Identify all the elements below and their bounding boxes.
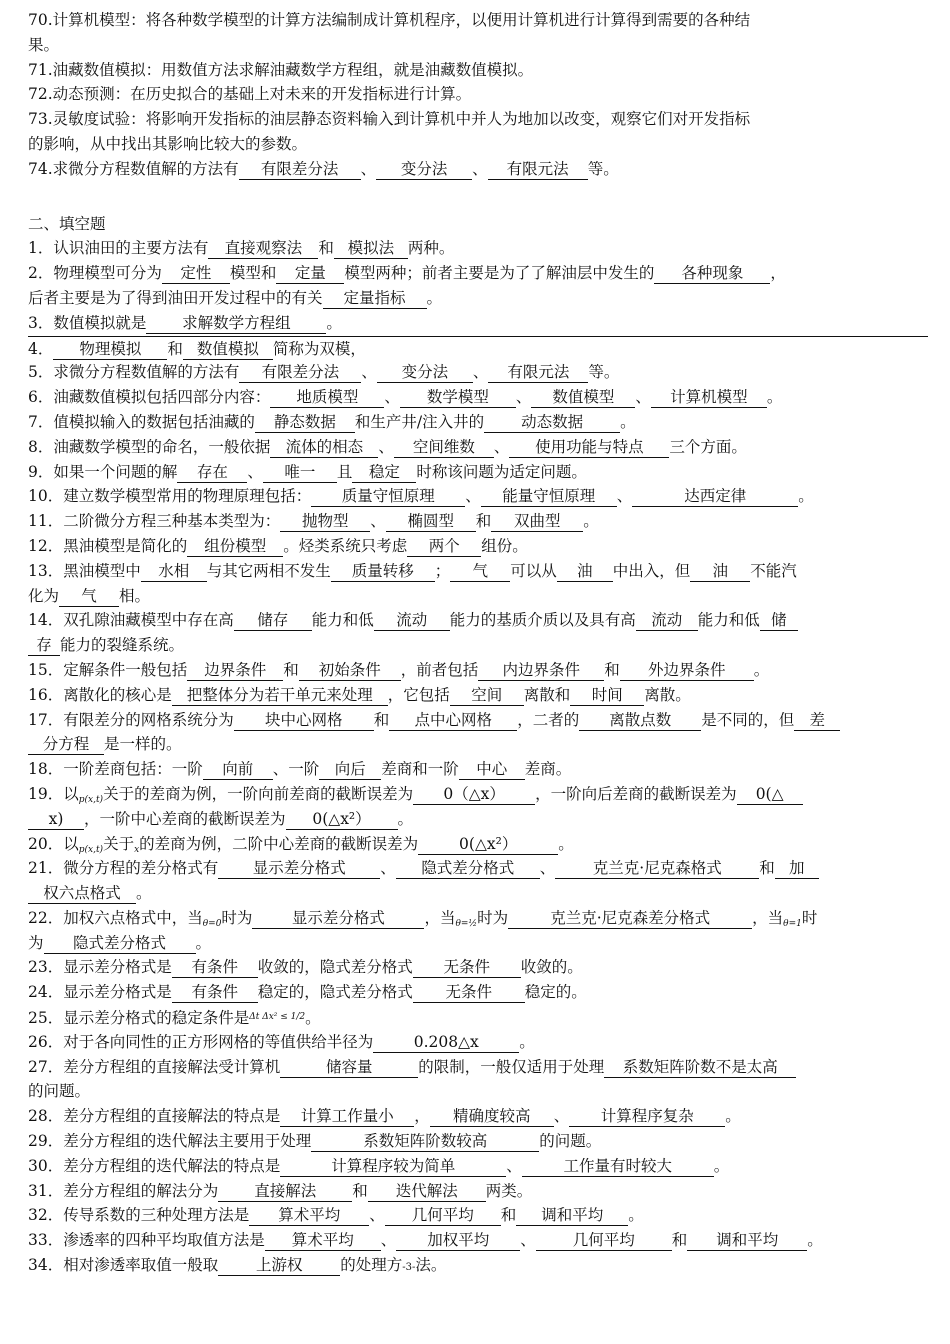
question-5: 5．求微分方程数值解的方法有 有限差分法 、 变分法 、 有限元法 等。 bbox=[28, 363, 620, 382]
answer-blank: 求解数学方程组 bbox=[146, 313, 326, 334]
answer-blank: 权六点格式 bbox=[28, 883, 136, 904]
question-2: 2．物理模型可分为 定性 模型和 定量 模型两种；前者主要是为了了解油层中发生的 各种现象 ， bbox=[28, 264, 786, 283]
definition-70: 70.计算机模型：将各种数学模型的计算方法编制成计算机程序，以便用计算机进行计算得到需要的各种结 bbox=[28, 11, 751, 29]
question-12: 12．黑油模型是简化的 组份模型 。烃类系统只考虑 两个 组份。 bbox=[28, 536, 528, 555]
answer-blank: 达西定律 bbox=[632, 486, 798, 507]
answer-blank: 空间维数 bbox=[394, 437, 494, 458]
question-11: 11．二阶微分方程三种基本类型为： 抛物型 、 椭圆型 和 双曲型 。 bbox=[28, 512, 599, 531]
answer-blank: 迭代解法 bbox=[368, 1181, 486, 1202]
question-32: 32．传导系数的三种处理方法是 算术平均 、 几何平均 和 调和平均 。 bbox=[28, 1206, 644, 1225]
answer-blank: 0(△x²） bbox=[286, 809, 398, 830]
question-18: 18．一阶差商包括：一阶 向前 、一阶 向后 差商和一阶 中心 差商。 bbox=[28, 760, 572, 779]
answer-blank: 点中心网格 bbox=[389, 710, 517, 731]
answer-blank: 各种现象 bbox=[654, 263, 770, 284]
answer-blank: 调和平均 bbox=[687, 1230, 807, 1251]
answer-blank: 0(△x²） bbox=[418, 834, 558, 855]
answer-blank: 定量指标 bbox=[323, 288, 427, 309]
answer-blank: 精确度较高 bbox=[430, 1106, 554, 1127]
answer-blank: 组份模型 bbox=[187, 536, 283, 557]
question-15: 15．定解条件一般包括 边界条件 和 初始条件 ，前者包括 内边界条件 和 外边界条件 。 bbox=[28, 660, 770, 679]
question-13: 13．黑油模型中 水相 与其它两相不发生 质量转移 ； 气 可以从 油 中出入，但 油 不能汽 bbox=[28, 561, 797, 580]
answer-blank: 显示差分格式 bbox=[252, 908, 424, 929]
question-10: 10．建立数学模型常用的物理原理包括： 质量守恒原理 、 能量守恒原理 、 达西定律 。 bbox=[28, 487, 814, 506]
answer-blank: 流体的相态 bbox=[270, 437, 378, 458]
answer-blank: 时间 bbox=[570, 685, 644, 706]
answer-blank: 油 bbox=[557, 561, 613, 582]
math-stability-condition: Δt Δx² ≤ 1/2 bbox=[249, 1012, 306, 1023]
question-19-cont: x) ，一阶中心差商的截断误差为 0(△x²） 。 bbox=[28, 807, 928, 832]
definition-72: 72.动态预测：在历史拟合的基础上对未来的开发指标进行计算。 bbox=[28, 85, 472, 104]
question-9: 9．如果一个问题的解 存在 、 唯一 且 稳定 时称该问题为适定问题。 bbox=[28, 462, 587, 481]
answer-blank: 存在 bbox=[177, 462, 247, 483]
question-6: 6．油藏数值模拟包括四部分内容： 地质模型 、 数学模型 、 数值模型 、 计算机模型 。 bbox=[28, 388, 783, 407]
answer-blank: x) bbox=[28, 809, 84, 830]
answer-blank: 椭圆型 bbox=[386, 511, 476, 532]
answer-blank: 稳定 bbox=[352, 462, 416, 483]
question-19: 19．以p(x,t)关于的差商为例，一阶向前差商的截断误差为 0（△x） ，一阶向后差商的截断误差为 0(△ bbox=[28, 782, 928, 807]
question-22: 22．加权六点格式中，当θ=0时为 显示差分格式 ，当θ=½时为 克兰克·尼克森差分格式 ，当θ=1时 bbox=[28, 908, 818, 929]
answer-blank: 无条件 bbox=[413, 957, 521, 978]
answer-blank: 计算程序较为简单 bbox=[280, 1156, 506, 1177]
question-74: 74.求微分方程数值解的方法有 有限差分法 、 变分法 、 有限元法 等。 bbox=[28, 159, 619, 178]
answer-blank: 直接观察法 bbox=[208, 238, 318, 259]
answer-blank: 油 bbox=[690, 561, 750, 582]
question-4: 4． 物理模拟 和 数值模拟 简称为双模， bbox=[28, 336, 928, 361]
answer-blank: 上游权 bbox=[218, 1255, 340, 1276]
answer-blank: 无条件 bbox=[413, 982, 525, 1003]
question-24: 24．显示差分格式是 有条件 稳定的，隐式差分格式 无条件 稳定的。 bbox=[28, 983, 587, 1002]
question-8: 8．油藏数学模型的命名，一般依据 流体的相态 、 空间维数 、 使用功能与特点 三个方面。 bbox=[28, 437, 747, 456]
math-p-x-t: p(x,t) bbox=[78, 844, 104, 855]
answer-blank: 0（△x） bbox=[413, 784, 535, 805]
answer-blank: 有限差分法 bbox=[239, 159, 361, 180]
answer-blank: 计算工作量小 bbox=[280, 1106, 414, 1127]
answer-blank: 储存 bbox=[234, 610, 312, 631]
answer-blank: 变分法 bbox=[377, 362, 473, 383]
question-2-cont: 后者主要是为了得到油田开发过程中的有关 定量指标 。 bbox=[28, 288, 443, 307]
math-theta-half: θ=½ bbox=[455, 918, 478, 929]
math-theta-0: θ=0 bbox=[202, 918, 222, 929]
answer-blank: 抛物型 bbox=[280, 511, 370, 532]
answer-blank: 质量转移 bbox=[331, 561, 435, 582]
question-29: 29．差分方程组的迭代解法主要用于处理 系数矩阵阶数较高 的问题。 bbox=[28, 1132, 602, 1151]
question-28: 28．差分方程组的直接解法的特点是 计算工作量小 ， 精确度较高 、 计算程序复杂 。 bbox=[28, 1107, 741, 1126]
question-22-cont: 为 隐式差分格式 。 bbox=[28, 933, 212, 952]
answer-blank: 0(△ bbox=[737, 784, 803, 805]
question-20: 20．以p(x,t)关于x的差商为例，二阶中心差商的截断误差为 0(△x²） 。 bbox=[28, 834, 574, 855]
answer-blank: 计算机模型 bbox=[651, 387, 767, 408]
answer-blank: 克兰克·尼克森差分格式 bbox=[508, 908, 752, 929]
answer-blank: 向后 bbox=[319, 759, 381, 780]
definition-73-cont: 的影响，从中找出其影响比较大的参数。 bbox=[28, 134, 308, 153]
answer-blank: 加 bbox=[775, 858, 819, 879]
answer-blank: 能量守恒原理 bbox=[481, 486, 617, 507]
answer-blank: 0.208△x bbox=[373, 1032, 519, 1053]
question-14-cont: 存 能力的裂缝系统。 bbox=[28, 633, 928, 658]
question-26: 26．对于各向同性的正方形网格的等值供给半径为 0.208△x 。 bbox=[28, 1032, 535, 1051]
answer-blank: 动态数据 bbox=[484, 412, 620, 433]
answer-blank: 气 bbox=[59, 586, 119, 607]
answer-blank: 静态数据 bbox=[255, 412, 355, 433]
answer-blank: 直接解法 bbox=[218, 1181, 352, 1202]
page-number: -3- bbox=[402, 1262, 416, 1274]
definition-73: 73.灵敏度试验：将影响开发指标的油层静态资料输入到计算机中并人为地加以改变，观察它们对开发指标 bbox=[28, 110, 751, 129]
answer-blank: 储容量 bbox=[280, 1057, 418, 1078]
question-3: 3．数值模拟就是 求解数学方程组 。 bbox=[28, 313, 342, 332]
document-body bbox=[28, 8, 928, 1278]
answer-blank: 计算程序复杂 bbox=[569, 1106, 725, 1127]
answer-blank: 隐式差分格式 bbox=[44, 933, 196, 954]
answer-blank: 物理模拟 bbox=[53, 339, 167, 360]
question-17-cont: 分方程 是一样的。 bbox=[28, 732, 928, 757]
question-21: 21．微分方程的差分格式有 显示差分格式 、 隐式差分格式 、 克兰克·尼克森格式 和 加 bbox=[28, 856, 928, 881]
answer-blank: 流动 bbox=[374, 610, 450, 631]
question-7: 7．值模拟输入的数据包括油藏的 静态数据 和生产井/注入井的 动态数据 。 bbox=[28, 412, 636, 431]
answer-blank: 模拟法 bbox=[334, 238, 408, 259]
answer-blank: 定量 bbox=[276, 263, 344, 284]
answer-blank: 块中心网格 bbox=[234, 710, 374, 731]
answer-blank: 变分法 bbox=[376, 159, 472, 180]
answer-blank: 工作量有时较大 bbox=[522, 1156, 714, 1177]
answer-blank: 使用功能与特点 bbox=[509, 437, 669, 458]
math-p-x-t: p(x,t) bbox=[78, 794, 104, 805]
question-21-cont: 权六点格式 。 bbox=[28, 881, 928, 906]
question-33: 33．渗透率的四种平均取值方法是 算术平均 、 加权平均 、 几何平均 和 调和平均 。 bbox=[28, 1231, 823, 1250]
answer-blank: 显示差分格式 bbox=[218, 858, 380, 879]
question-13-cont: 化为 气 相。 bbox=[28, 586, 151, 605]
section-title: 二、填空题 bbox=[28, 214, 106, 233]
question-16: 16．离散化的核心是 把整体分为若干单元来处理 ，它包括 空间 离散和 时间 离散。 bbox=[28, 685, 691, 704]
question-30: 30．差分方程组的迭代解法的特点是 计算程序较为简单 、 工作量有时较大 。 bbox=[28, 1156, 730, 1175]
answer-blank: 初始条件 bbox=[299, 660, 401, 681]
answer-blank: 把整体分为若干单元来处理 bbox=[172, 685, 388, 706]
question-27: 27．差分方程组的直接解法受计算机 储容量 的限制，一般仅适用于处理 系数矩阵阶数不是太高 bbox=[28, 1055, 928, 1080]
question-1: 1．认识油田的主要方法有 直接观察法 和 模拟法 两种。 bbox=[28, 239, 455, 258]
answer-blank: 储 bbox=[760, 610, 798, 631]
answer-blank: 有条件 bbox=[172, 982, 258, 1003]
answer-blank: 有限差分法 bbox=[239, 362, 361, 383]
answer-blank: 数值模拟 bbox=[183, 339, 273, 360]
answer-blank: 外边界条件 bbox=[620, 660, 754, 681]
answer-blank: 双曲型 bbox=[491, 511, 583, 532]
question-25: 25．显示差分格式的稳定条件是$^{\Delta t \Delta x^2 \le 1/2}$。 bbox=[28, 1009, 321, 1028]
question-34: 34．相对渗透率取值一般取 上游权 的处理方-3-法。 bbox=[28, 1256, 447, 1275]
answer-blank: 数学模型 bbox=[400, 387, 516, 408]
answer-blank: 有限元法 bbox=[488, 159, 588, 180]
answer-blank: 系数矩阵阶数不是太高 bbox=[604, 1057, 796, 1078]
answer-blank: 分方程 bbox=[28, 734, 104, 755]
answer-blank: 离散点数 bbox=[579, 710, 701, 731]
answer-blank: 几何平均 bbox=[536, 1230, 672, 1251]
answer-blank: 算术平均 bbox=[249, 1205, 369, 1226]
answer-blank: 气 bbox=[450, 561, 510, 582]
answer-blank: 地质模型 bbox=[270, 387, 384, 408]
question-23: 23．显示差分格式是 有条件 收敛的，隐式差分格式 无条件 收敛的。 bbox=[28, 958, 583, 977]
answer-blank: 质量守恒原理 bbox=[311, 486, 465, 507]
question-27-cont: 的问题。 bbox=[28, 1082, 91, 1101]
answer-blank: 隐式差分格式 bbox=[396, 858, 540, 879]
answer-blank: 向前 bbox=[203, 759, 273, 780]
definition-71: 71.油藏数值模拟：用数值方法求解油藏数学方程组，就是油藏数值模拟。 bbox=[28, 60, 534, 79]
answer-blank: 几何平均 bbox=[385, 1205, 501, 1226]
question-17: 17．有限差分的网格系统分为 块中心网格 和 点中心网格 ，二者的 离散点数 是不同的，但 差 bbox=[28, 708, 928, 733]
answer-blank: 唯一 bbox=[263, 462, 337, 483]
answer-blank: 差 bbox=[794, 710, 840, 731]
answer-blank: 有限元法 bbox=[488, 362, 588, 383]
answer-blank: 数值模型 bbox=[531, 387, 635, 408]
answer-blank: 边界条件 bbox=[187, 660, 283, 681]
answer-blank: 存 bbox=[28, 635, 60, 656]
answer-blank: 中心 bbox=[459, 759, 525, 780]
answer-blank: 加权平均 bbox=[396, 1230, 520, 1251]
answer-blank: 水相 bbox=[141, 561, 207, 582]
math-theta-1: θ=1 bbox=[783, 918, 802, 929]
answer-blank: 流动 bbox=[636, 610, 698, 631]
answer-blank: 调和平均 bbox=[516, 1205, 628, 1226]
answer-blank: 两个 bbox=[407, 536, 481, 557]
question-31: 31．差分方程组的解法分为 直接解法 和 迭代解法 两类。 bbox=[28, 1181, 533, 1200]
definition-70-cont: 果。 bbox=[28, 35, 60, 54]
answer-blank: 算术平均 bbox=[265, 1230, 381, 1251]
answer-blank: 有条件 bbox=[172, 957, 258, 978]
answer-blank: 内边界条件 bbox=[478, 660, 604, 681]
answer-blank: 克兰克·尼克森格式 bbox=[555, 858, 759, 879]
spacer bbox=[28, 182, 928, 212]
answer-blank: 定性 bbox=[162, 263, 230, 284]
math-x: x bbox=[134, 844, 140, 855]
answer-blank: 空间 bbox=[450, 685, 524, 706]
answer-blank: 系数矩阵阶数较高 bbox=[311, 1131, 539, 1152]
question-14: 14．双孔隙油藏模型中存在高 储存 能力和低 流动 能力的基质介质以及具有高 流动 能力和低 储 bbox=[28, 608, 928, 633]
